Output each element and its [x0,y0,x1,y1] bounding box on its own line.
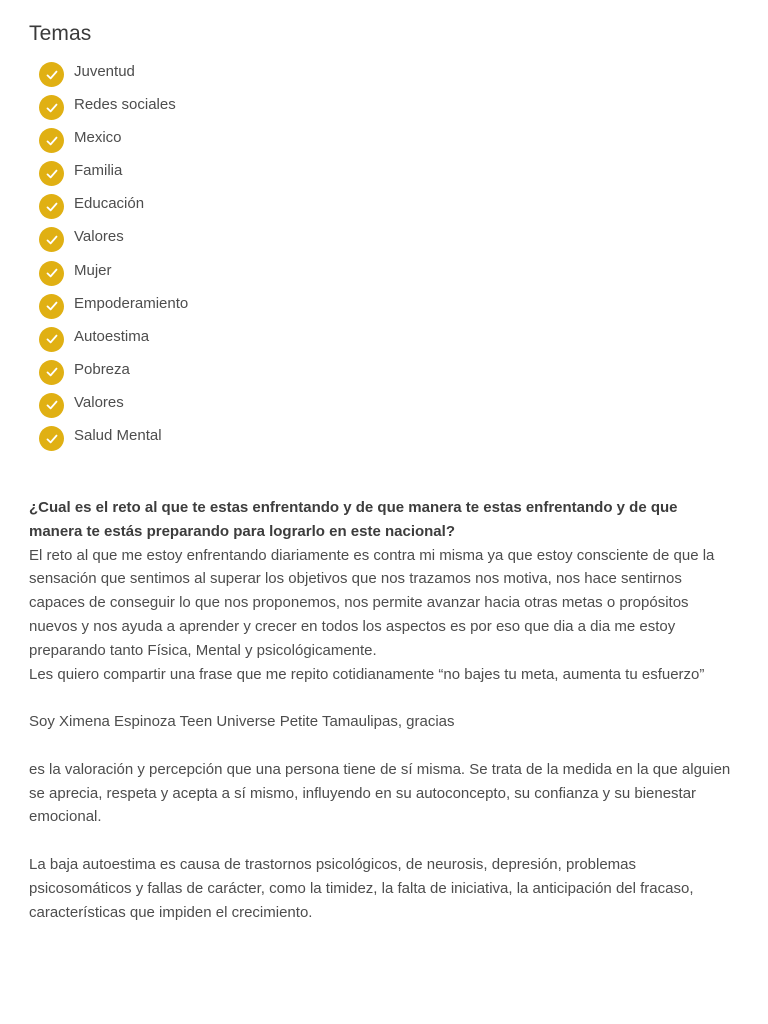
check-circle-icon [39,261,64,286]
check-circle-icon [39,360,64,385]
topic-item-educacion [39,192,188,225]
check-circle-icon [39,62,64,87]
topic-label: Educación [74,195,145,213]
topic-item-empoderamiento [39,292,188,325]
check-circle-icon [39,393,64,418]
topic-label: Redes sociales [74,96,176,114]
check-circle-icon [39,161,64,186]
topic-item-valores [39,225,188,258]
definition-paragraph: es la valoración y percepción que una persona tiene de sí misma. Se trata de la medida en la que alguien se aprecia, respeta y acepta a sí mismo, influyendo en su autoconcepto, su confianza y su bienestar emocional. [29,760,731,826]
topic-label: Valores [74,228,124,246]
topic-label: Autoestima [74,327,150,345]
topics-title: Temas [29,22,92,45]
topic-label: Mexico [74,129,122,147]
topic-label: Salud Mental [74,427,162,445]
topic-item-salud-mental [39,424,188,457]
check-circle-icon [39,128,64,153]
topics-list [39,60,188,457]
topic-label: Familia [74,162,123,180]
topic-item-familia [39,159,188,192]
topic-label: Juventud [74,63,135,80]
check-circle-icon [39,227,64,252]
spacer [29,686,735,710]
topic-item-juventud [39,60,188,93]
quote-paragraph: Les quiero compartir una frase que me repito cotidianamente “no bajes tu meta, aumenta tu esfuerzo” [29,665,705,683]
topic-label: Mujer [74,261,112,279]
check-circle-icon [39,426,64,451]
topic-label: Valores [74,393,124,411]
question-heading: ¿Cual es el reto al que te estas enfrentando y de que manera te estas enfrentando y de que manera te estás preparando para lograrlo en este nacional? [29,499,678,540]
topic-item-pobreza [39,358,188,391]
topic-item-mexico [39,126,188,159]
check-circle-icon [39,294,64,319]
check-circle-icon [39,194,64,219]
answer-paragraph: El reto al que me estoy enfrentando diariamente es contra mi misma ya que estoy consciente de que la sensación que sentimos al superar los objetivos que nos trazamos nos motiva, nos hace sentirnos capaces de conseguir lo que nos proponemos, nos permite avanzar hacia otras metas o propósitos nuevos y nos ayuda a aprender y crecer en todos los aspectos es por eso que dia a dia me estoy preparando tanto Física, Mental y psicológicamente. [29,546,715,659]
spacer [29,829,735,853]
topic-item-redes-sociales [39,93,188,126]
topic-item-valores-2 [39,391,188,424]
spacer [29,734,735,758]
signature-paragraph: Soy Ximena Espinoza Teen Universe Petite Tamaulipas, gracias [29,713,455,731]
topic-item-mujer [39,259,188,292]
low-self-esteem-paragraph: La baja autoestima es causa de trastornos psicológicos, de neurosis, depresión, problemas psicosomáticos y fallas de carácter, como la timidez, la falta de iniciativa, la anticipación del fracaso, características que impiden el crecimiento. [29,855,694,921]
topic-item-autoestima [39,325,188,358]
check-circle-icon [39,95,64,120]
topic-label: Empoderamiento [74,294,189,312]
article-body [29,496,735,924]
topic-label: Pobreza [74,360,130,378]
check-circle-icon [39,327,64,352]
